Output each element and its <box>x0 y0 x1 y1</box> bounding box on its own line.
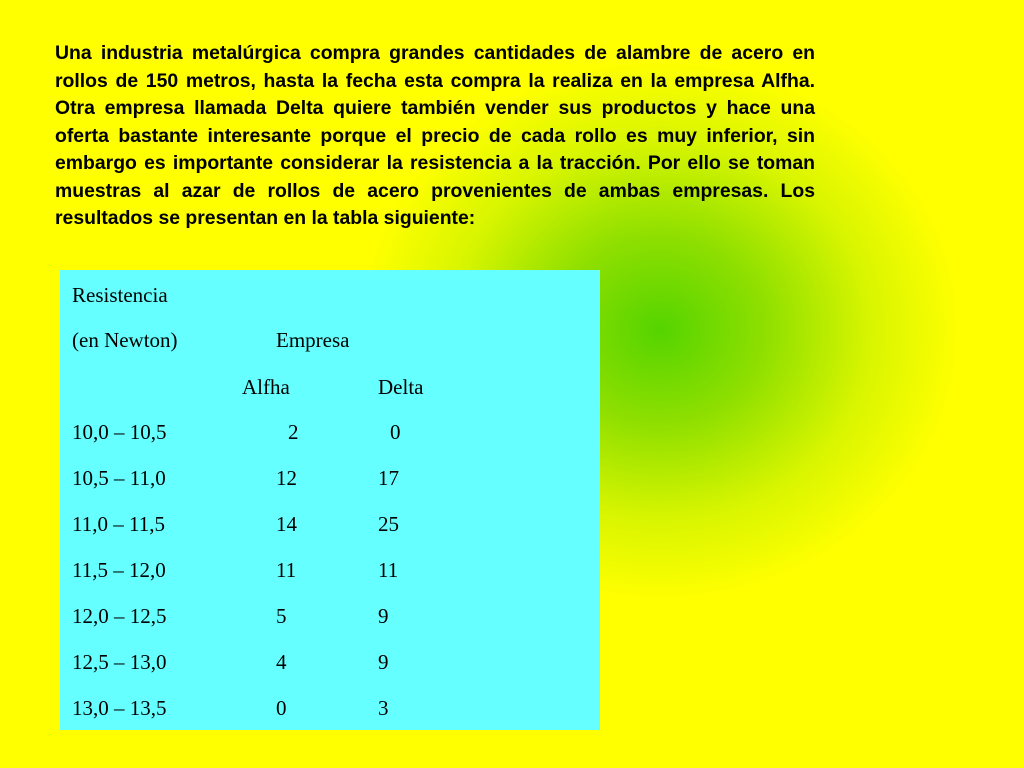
row-range: 10,5 – 11,0 <box>72 466 166 490</box>
row-delta-value: 11 <box>378 558 399 582</box>
row-alfha-value: 14 <box>276 512 297 536</box>
row-delta-value: 0 <box>390 420 401 444</box>
header-unit: (en Newton) <box>72 328 178 352</box>
col-header-alfha: Alfha <box>242 375 290 399</box>
row-delta-value: 3 <box>378 696 389 720</box>
intro-paragraph: Una industria metalúrgica compra grandes cantidades de alambre de acero en rollos de 150 metros, hasta la fecha esta compra la realiza en la empresa Alfha. Otra empresa llamada Delta quiere también vender sus productos y hace una oferta bastante interesante porque el precio de cada rollo es muy inferior, sin embargo es importante considerar la resistencia a la tracción. Por ello se toman muestras al azar de rollos de acero provenientes de ambas empresas. Los resultados se presentan en la tabla siguiente: <box>55 42 815 229</box>
row-delta-value: 17 <box>378 466 399 490</box>
row-alfha-value: 2 <box>288 420 299 444</box>
row-alfha-value: 5 <box>276 604 287 628</box>
row-range: 12,5 – 13,0 <box>72 650 167 674</box>
header-empresa: Empresa <box>276 328 350 352</box>
row-range: 11,5 – 12,0 <box>72 558 166 582</box>
header-resistencia: Resistencia <box>72 283 168 307</box>
row-range: 10,0 – 10,5 <box>72 420 167 444</box>
row-range: 12,0 – 12,5 <box>72 604 167 628</box>
row-range: 13,0 – 13,5 <box>72 696 167 720</box>
row-delta-value: 25 <box>378 512 399 536</box>
row-delta-value: 9 <box>378 604 389 628</box>
data-table-box <box>60 270 600 730</box>
row-delta-value: 9 <box>378 650 389 674</box>
row-alfha-value: 11 <box>276 558 297 582</box>
col-header-delta: Delta <box>378 375 424 399</box>
row-alfha-value: 12 <box>276 466 297 490</box>
row-alfha-value: 4 <box>276 650 287 674</box>
row-alfha-value: 0 <box>276 696 287 720</box>
row-range: 11,0 – 11,5 <box>72 512 165 536</box>
